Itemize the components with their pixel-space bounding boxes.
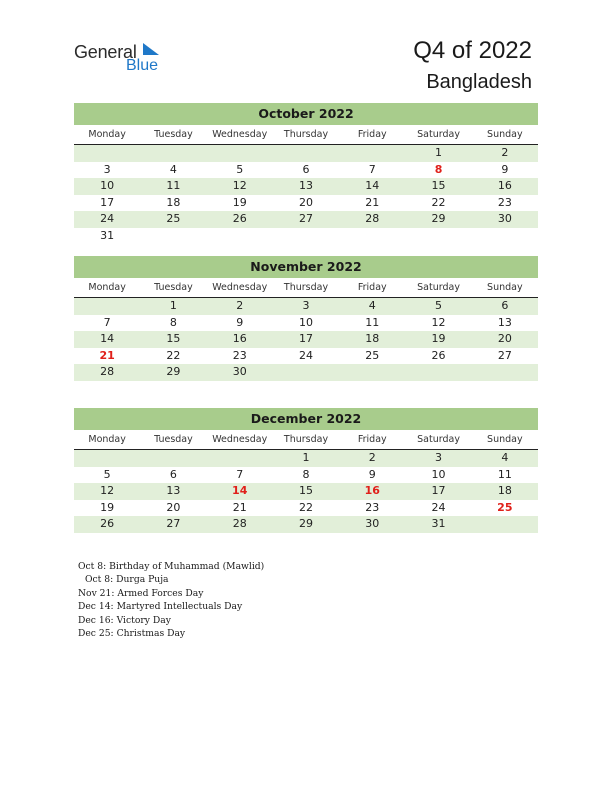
day-cell: 4	[169, 162, 177, 176]
week-row	[74, 298, 538, 315]
day-cell: 27	[298, 212, 313, 226]
day-cell: 12	[100, 484, 115, 498]
day-cell: 16	[232, 332, 247, 346]
day-cell: 6	[302, 162, 310, 176]
day-cell	[405, 364, 471, 381]
month-title: October 2022	[74, 103, 538, 125]
weekday-label: Saturday	[417, 129, 460, 140]
week-row	[74, 315, 538, 332]
holiday-note: Dec 25: Christmas Day	[78, 627, 186, 639]
day-cell: 2	[501, 146, 509, 159]
page-subtitle: Bangladesh	[426, 71, 532, 93]
weekday-label: Sunday	[487, 282, 523, 293]
weekday-label: Thursday	[283, 434, 329, 445]
day-cell	[273, 364, 339, 381]
weekday-label: Tuesday	[154, 434, 193, 445]
day-cell: 23	[365, 500, 380, 514]
weekday-label: Thursday	[283, 129, 329, 140]
weekday-label: Wednesday	[212, 434, 268, 445]
day-cell: 13	[166, 484, 181, 498]
day-cell: 9	[236, 315, 244, 329]
weekday-label: Monday	[88, 129, 126, 140]
day-cell: 29	[166, 365, 181, 379]
day-cell: 4	[501, 451, 509, 464]
day-cell: 11	[166, 179, 181, 193]
day-cell	[339, 145, 405, 162]
day-cell	[74, 145, 140, 162]
day-cell: 24	[431, 500, 446, 514]
day-cell	[339, 364, 405, 381]
holiday-note: Dec 16: Victory Day	[78, 614, 171, 626]
week-row	[74, 195, 538, 212]
day-cell: 29	[431, 212, 446, 226]
weekday-label: Wednesday	[212, 282, 268, 293]
day-cell: 19	[232, 195, 247, 209]
day-cell: 7	[103, 315, 111, 329]
day-cell: 30	[497, 212, 512, 226]
day-cell: 18	[497, 484, 512, 498]
day-cell: 28	[365, 212, 380, 226]
day-cell	[207, 228, 273, 245]
day-cell: 15	[166, 332, 181, 346]
day-cell: 19	[100, 500, 115, 514]
week-row	[74, 348, 538, 365]
weekday-label: Saturday	[417, 434, 460, 445]
day-cell: 3	[302, 299, 310, 312]
month-title: December 2022	[74, 408, 538, 430]
weekday-label: Tuesday	[154, 282, 193, 293]
holiday-day-cell: 8	[434, 162, 443, 176]
weekday-label: Sunday	[487, 129, 523, 140]
weekday-label: Monday	[88, 282, 126, 293]
day-cell: 25	[166, 212, 181, 226]
day-cell: 6	[501, 299, 509, 312]
day-cell: 5	[236, 162, 244, 176]
day-cell: 14	[365, 179, 380, 193]
day-cell: 13	[497, 315, 512, 329]
day-cell: 20	[166, 500, 181, 514]
day-cell: 12	[431, 315, 446, 329]
day-cell: 28	[100, 365, 115, 379]
day-cell: 23	[497, 195, 512, 209]
day-cell	[273, 228, 339, 245]
day-cell	[405, 228, 471, 245]
day-cell: 3	[103, 162, 111, 176]
day-cell: 1	[435, 146, 443, 159]
day-cell: 24	[100, 212, 115, 226]
weekday-label: Sunday	[487, 434, 523, 445]
month-december	[74, 408, 538, 533]
week-row	[74, 145, 538, 162]
day-cell: 7	[236, 467, 244, 481]
week-row	[74, 516, 538, 533]
day-cell: 24	[298, 348, 313, 362]
day-cell	[472, 516, 538, 533]
weekday-header-row	[74, 278, 538, 298]
day-cell	[74, 450, 140, 467]
month-october	[74, 103, 538, 245]
logo-text-general: General	[74, 42, 137, 62]
day-cell: 2	[236, 299, 244, 312]
weekday-label: Friday	[357, 434, 387, 445]
day-cell: 26	[431, 348, 446, 362]
day-cell: 18	[166, 195, 181, 209]
day-cell: 3	[435, 451, 443, 464]
day-cell: 19	[431, 332, 446, 346]
day-cell: 17	[100, 195, 115, 209]
day-cell: 30	[232, 365, 247, 379]
day-cell: 5	[435, 299, 443, 312]
day-cell	[140, 145, 206, 162]
day-cell: 27	[166, 517, 181, 531]
day-cell: 31	[100, 228, 115, 242]
week-row	[74, 211, 538, 228]
day-cell: 8	[302, 467, 310, 481]
weekday-label: Saturday	[417, 282, 460, 293]
day-cell: 2	[368, 451, 376, 464]
day-cell: 25	[365, 348, 380, 362]
day-cell: 8	[169, 315, 177, 329]
weekday-label: Friday	[357, 129, 387, 140]
day-cell	[273, 145, 339, 162]
day-cell: 22	[166, 348, 181, 362]
day-cell: 23	[232, 348, 247, 362]
day-cell: 31	[431, 517, 446, 531]
day-cell	[339, 228, 405, 245]
day-cell: 9	[501, 162, 509, 176]
day-cell: 28	[232, 517, 247, 531]
week-row	[74, 450, 538, 467]
day-cell: 18	[365, 332, 380, 346]
day-cell: 12	[232, 179, 247, 193]
day-cell	[74, 298, 140, 315]
day-cell: 4	[368, 299, 376, 312]
weekday-label: Wednesday	[212, 129, 268, 140]
week-row	[74, 483, 538, 500]
logo-text-blue: Blue	[126, 57, 159, 74]
holiday-note: Nov 21: Armed Forces Day	[78, 587, 204, 599]
day-cell: 26	[232, 212, 247, 226]
day-cell: 15	[298, 484, 313, 498]
day-cell: 10	[100, 179, 115, 193]
day-cell	[472, 364, 538, 381]
day-cell	[140, 450, 206, 467]
week-row	[74, 364, 538, 381]
day-cell	[207, 145, 273, 162]
day-cell: 13	[298, 179, 313, 193]
day-cell: 17	[431, 484, 446, 498]
week-row	[74, 162, 538, 179]
day-cell: 10	[298, 315, 313, 329]
day-cell: 26	[100, 517, 115, 531]
holiday-day-cell: 21	[99, 348, 115, 362]
day-cell: 9	[368, 467, 376, 481]
day-cell: 20	[298, 195, 313, 209]
day-cell: 15	[431, 179, 446, 193]
week-row	[74, 331, 538, 348]
month-title: November 2022	[74, 256, 538, 278]
weekday-label: Monday	[88, 434, 126, 445]
day-cell: 1	[169, 299, 177, 312]
weekday-label: Thursday	[283, 282, 329, 293]
brand-logo	[74, 40, 184, 80]
day-cell: 27	[497, 348, 512, 362]
day-cell: 11	[497, 467, 512, 481]
day-cell: 7	[368, 162, 376, 176]
day-cell: 11	[365, 315, 380, 329]
holiday-note: Dec 14: Martyred Intellectuals Day	[78, 601, 243, 613]
holiday-notes	[78, 560, 264, 640]
holiday-note: Oct 8: Birthday of Muhammad (Mawlid)	[78, 561, 265, 572]
week-row	[74, 178, 538, 195]
day-cell	[140, 228, 206, 245]
weekday-header-row	[74, 430, 538, 450]
holiday-note: Oct 8: Durga Puja	[85, 574, 169, 586]
day-cell: 21	[232, 500, 247, 514]
day-cell: 16	[497, 179, 512, 193]
day-cell	[207, 450, 273, 467]
day-cell: 29	[298, 517, 313, 531]
holiday-day-cell: 14	[232, 484, 248, 498]
day-cell: 17	[298, 332, 313, 346]
day-cell: 10	[431, 467, 446, 481]
day-cell: 22	[298, 500, 313, 514]
week-row	[74, 500, 538, 517]
weekday-label: Tuesday	[154, 129, 193, 140]
weekday-label: Friday	[357, 282, 387, 293]
day-cell: 5	[103, 467, 111, 481]
day-cell: 14	[100, 332, 115, 346]
month-november	[74, 256, 538, 381]
week-row	[74, 467, 538, 484]
day-cell: 22	[431, 195, 446, 209]
day-cell: 30	[365, 517, 380, 531]
day-cell: 6	[169, 467, 177, 481]
day-cell: 1	[302, 451, 310, 464]
holiday-day-cell: 25	[497, 500, 513, 514]
week-row	[74, 228, 538, 245]
day-cell	[472, 228, 538, 245]
holiday-day-cell: 16	[364, 484, 380, 498]
day-cell: 20	[497, 332, 512, 346]
page-title: Q4 of 2022	[413, 37, 532, 64]
weekday-header-row	[74, 125, 538, 145]
day-cell: 21	[365, 195, 380, 209]
